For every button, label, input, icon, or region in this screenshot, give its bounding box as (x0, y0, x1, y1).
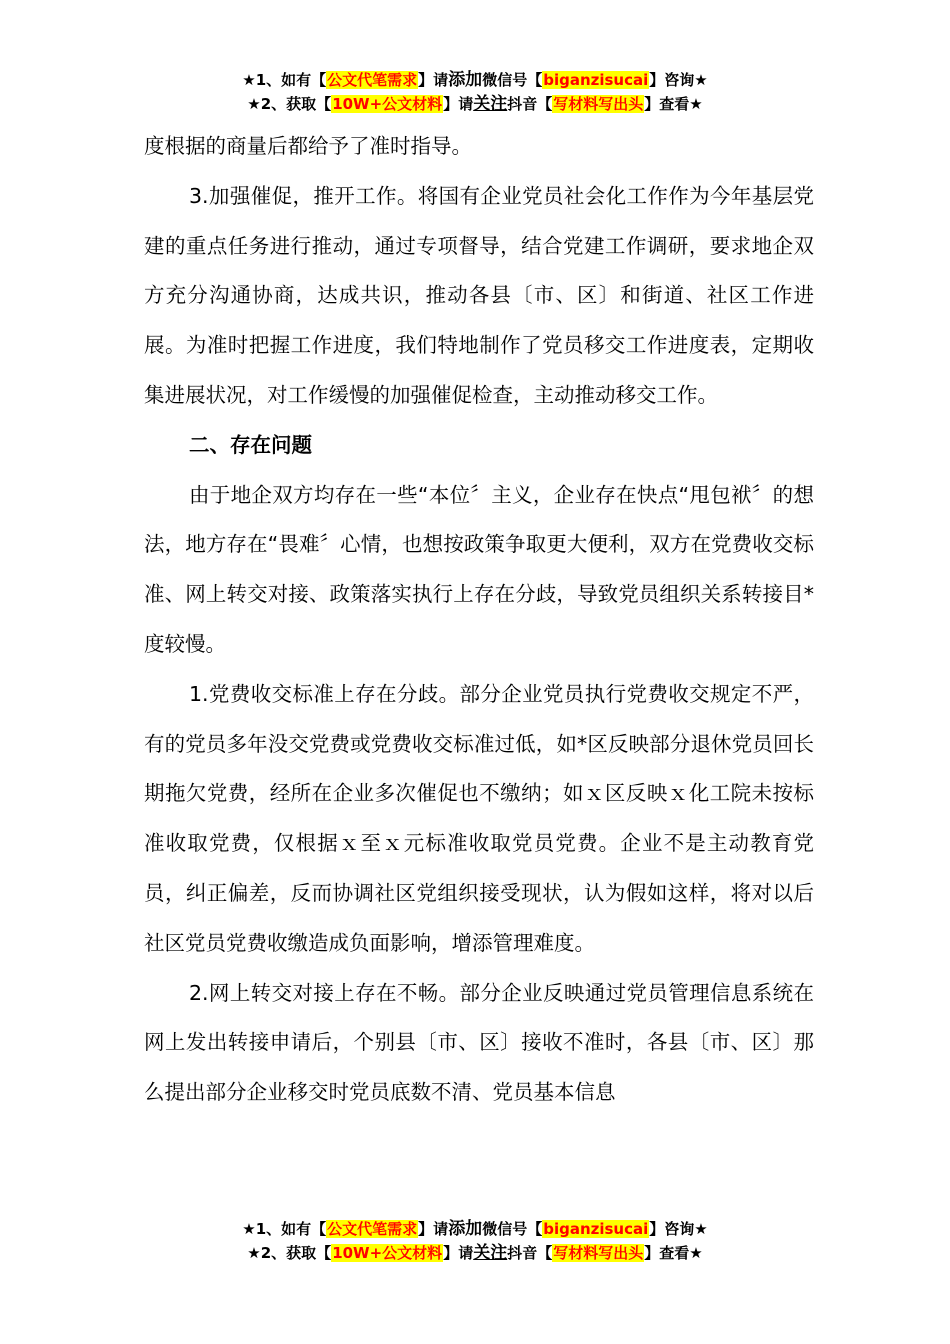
banner-line-2: ★2、获取【10W+公文材料】请关注抖音【写材料写出头】查看★ (247, 94, 703, 114)
footer-banner (0, 1217, 950, 1265)
banner-highlight-service: 公文代笔需求 (327, 71, 418, 89)
banner-highlight-douyin: 写材料写出头 (553, 95, 644, 113)
banner-line-1: ★1、如有【公文代笔需求】请添加微信号【biganzisucai】咨询★ (242, 70, 708, 90)
banner-highlight-materials: 10W+公文材料 (332, 1244, 443, 1262)
banner-line-2: ★2、获取【10W+公文材料】请关注抖音【写材料写出头】查看★ (247, 1243, 703, 1263)
banner-highlight-materials: 10W+公文材料 (332, 95, 443, 113)
banner-highlight-wechat: biganzisucai (543, 1220, 649, 1238)
paragraph-item-3: 3.加强催促，推开工作。将国有企业党员社会化工作作为今年基层党建的重点任务进行推动，通过专项督导，结合党建工作调研，要求地企双方充分沟通协商，达成共识，推动各县〔市、区〕和街道、社区工作进展。为准时把握工作进度，我们特地制作了党员移交工作进度表，定期收集进展状况，对工作缓慢的加强催促检查，主动推动移交工作。 (144, 183, 814, 407)
banner-highlight-service: 公文代笔需求 (327, 1220, 418, 1238)
paragraph-item-1: 1.党费收交标准上存在分歧。部分企业党员执行党费收交规定不严，有的党员多年没交党费或党费收交标准过低，如*区反映部分退休党员回长期拖欠党费，经所在企业多次催促也不缴纳；如ｘ区反映ｘ化工院未按标准收取党费，仅根据ｘ至ｘ元标准收取党员党费。企业不是主动教育党员，纠正偏差，反而协调社区党组织接受现状，认为假如这样，将对以后社区党员党费收缴造成负面影响，增添管理难度。 (144, 681, 814, 955)
section-heading: 二、存在问题 (189, 432, 312, 457)
paragraph-item-2: 2.网上转交对接上存在不畅。部分企业反映通过党员管理信息系统在网上发出转接申请后，个别县〔市、区〕接收不准时，各县〔市、区〕那么提出部分企业移交时党员底数不清、党员基本信息 (144, 980, 814, 1105)
banner-highlight-douyin: 写材料写出头 (553, 1244, 644, 1262)
header-banner (0, 68, 950, 116)
document-body (144, 122, 814, 1118)
banner-highlight-wechat: biganzisucai (543, 71, 649, 89)
banner-line-1: ★1、如有【公文代笔需求】请添加微信号【biganzisucai】咨询★ (242, 1219, 708, 1239)
paragraph-intro: 由于地企双方均存在一些“本位〞主义，企业存在快点“甩包袱〞的想法，地方存在“畏难〞心情，也想按政策争取更大便利，双方在党费收交标准、网上转交对接、政策落实执行上存在分歧，导致党员组织关系转接目*度较慢。 (144, 482, 814, 656)
paragraph-continuation: 度根据的商量后都给予了准时指导。 (144, 134, 472, 158)
